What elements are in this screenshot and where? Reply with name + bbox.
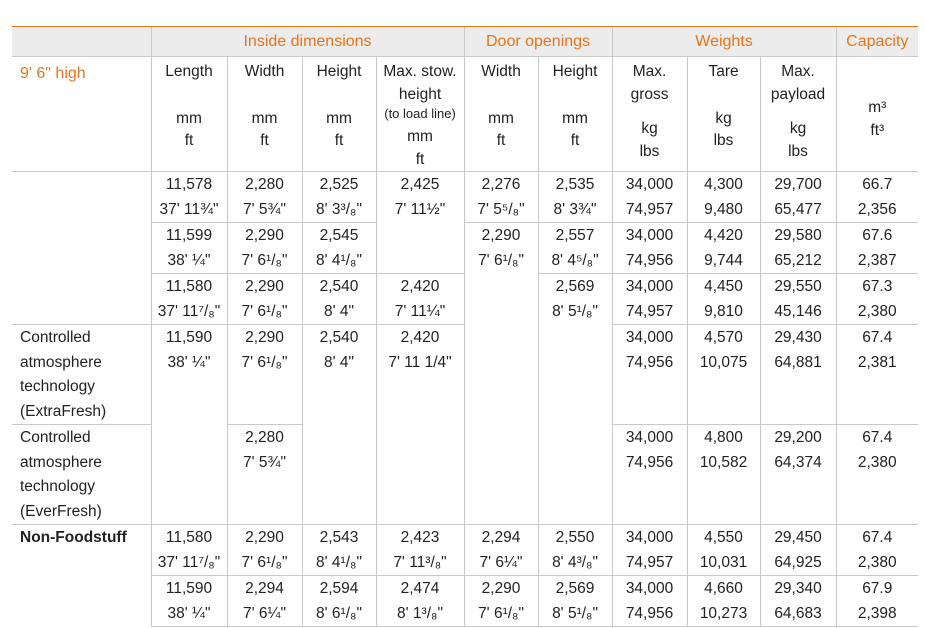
group-capacity: Capacity: [836, 27, 918, 57]
cell-length: 11,590 38' ¼": [151, 576, 227, 627]
col-height: Height mm ft: [302, 57, 376, 172]
cell-capacity: 67.4 2,381: [836, 325, 918, 425]
cell-height: 2,525 8' 3³/₈": [302, 172, 376, 223]
cell-capacity: 67.6 2,387: [836, 223, 918, 274]
cell-door-height: 2,569 8' 5¹/₈": [538, 274, 612, 525]
cell-width: 2,294 7' 6¼": [227, 576, 302, 627]
col-max-gross: Max. gross kg lbs: [612, 57, 687, 172]
cell-capacity: 67.4 2,380: [836, 425, 918, 525]
cell-payload: 29,430 64,881: [760, 325, 836, 425]
column-header-row: [12, 57, 918, 172]
cell-max-stow: 2,420 7' 11 1/4": [376, 325, 464, 525]
row-label-everfresh: Controlled atmosphere technology (EverFresh): [12, 425, 151, 525]
col-max-payload: Max. payload kg lbs: [760, 57, 836, 172]
row-label-empty: [12, 172, 151, 325]
cell-capacity: 67.3 2,380: [836, 274, 918, 325]
row-label-non-foodstuff: Non-Foodstuff: [12, 525, 151, 627]
cell-width: 2,290 7' 6¹/₈": [227, 223, 302, 274]
cell-payload: 29,450 64,925: [760, 525, 836, 576]
cell-door-width: 2,294 7' 6¼": [464, 525, 538, 576]
table-row: [12, 172, 918, 223]
cell-height: 2,540 8' 4": [302, 274, 376, 325]
group-weights: Weights: [612, 27, 836, 57]
cell-length: 11,580 37' 11⁷/₈": [151, 525, 227, 576]
cell-height: 2,540 8' 4": [302, 325, 376, 525]
cell-tare: 4,420 9,744: [687, 223, 760, 274]
spec-table: [12, 27, 918, 627]
col-capacity: m³ ft³: [836, 57, 918, 172]
cell-gross: 34,000 74,957: [612, 274, 687, 325]
row-label-header: 9' 6" high: [12, 57, 151, 172]
container-spec-table: [12, 26, 918, 622]
cell-max-stow: 2,474 8' 1³/₈": [376, 576, 464, 627]
cell-gross: 34,000 74,956: [612, 223, 687, 274]
cell-capacity: 67.9 2,398: [836, 576, 918, 627]
cell-length: 11,599 38' ¼": [151, 223, 227, 274]
cell-payload: 29,340 64,683: [760, 576, 836, 627]
col-width: Width mm ft: [227, 57, 302, 172]
group-inside-dimensions: Inside dimensions: [151, 27, 464, 57]
cell-door-height: 2,557 8' 4⁵/₈": [538, 223, 612, 274]
group-header-row: [12, 27, 918, 57]
cell-door-height: 2,569 8' 5¹/₈": [538, 576, 612, 627]
corner-cell: [12, 27, 151, 57]
cell-payload: 29,200 64,374: [760, 425, 836, 525]
cell-height: 2,594 8' 6¹/₈": [302, 576, 376, 627]
cell-payload: 29,580 65,212: [760, 223, 836, 274]
cell-tare: 4,800 10,582: [687, 425, 760, 525]
col-door-width: Width mm ft: [464, 57, 538, 172]
cell-max-stow: 2,423 7' 11³/₈": [376, 525, 464, 576]
cell-gross: 34,000 74,956: [612, 325, 687, 425]
cell-length: 11,578 37' 11¾": [151, 172, 227, 223]
cell-width: 2,290 7' 6¹/₈": [227, 525, 302, 576]
cell-tare: 4,660 10,273: [687, 576, 760, 627]
table-row: [12, 525, 918, 576]
cell-gross: 34,000 74,957: [612, 525, 687, 576]
cell-payload: 29,550 45,146: [760, 274, 836, 325]
col-max-stow-height: Max. stow. height (to load line) mm ft: [376, 57, 464, 172]
cell-length: 11,590 38' ¼": [151, 325, 227, 525]
row-label-extrafresh: Controlled atmosphere technology (ExtraFresh): [12, 325, 151, 425]
cell-gross: 34,000 74,956: [612, 576, 687, 627]
cell-max-stow: 2,425 7' 11½": [376, 172, 464, 274]
cell-width: 2,290 7' 6¹/₈": [227, 325, 302, 425]
cell-tare: 4,450 9,810: [687, 274, 760, 325]
cell-max-stow: 2,420 7' 11¼": [376, 274, 464, 325]
cell-capacity: 67.4 2,380: [836, 525, 918, 576]
cell-length: 11,580 37' 11⁷/₈": [151, 274, 227, 325]
cell-gross: 34,000 74,956: [612, 425, 687, 525]
cell-width: 2,280 7' 5¾": [227, 425, 302, 525]
cell-door-height: 2,550 8' 4³/₈": [538, 525, 612, 576]
cell-capacity: 66.7 2,356: [836, 172, 918, 223]
cell-height: 2,543 8' 4¹/₈": [302, 525, 376, 576]
cell-gross: 34,000 74,957: [612, 172, 687, 223]
cell-width: 2,280 7' 5¾": [227, 172, 302, 223]
cell-door-width: 2,290 7' 6¹/₈": [464, 223, 538, 525]
group-door-openings: Door openings: [464, 27, 612, 57]
cell-payload: 29,700 65,477: [760, 172, 836, 223]
cell-tare: 4,300 9,480: [687, 172, 760, 223]
cell-tare: 4,550 10,031: [687, 525, 760, 576]
cell-door-height: 2,535 8' 3¾": [538, 172, 612, 223]
cell-tare: 4,570 10,075: [687, 325, 760, 425]
cell-height: 2,545 8' 4¹/₈": [302, 223, 376, 274]
cell-door-width: 2,276 7' 5⁵/₈": [464, 172, 538, 223]
cell-width: 2,290 7' 6¹/₈": [227, 274, 302, 325]
col-length: Length mm ft: [151, 57, 227, 172]
col-door-height: Height mm ft: [538, 57, 612, 172]
col-tare: Tare kg lbs: [687, 57, 760, 172]
cell-door-width: 2,290 7' 6¹/₈": [464, 576, 538, 627]
